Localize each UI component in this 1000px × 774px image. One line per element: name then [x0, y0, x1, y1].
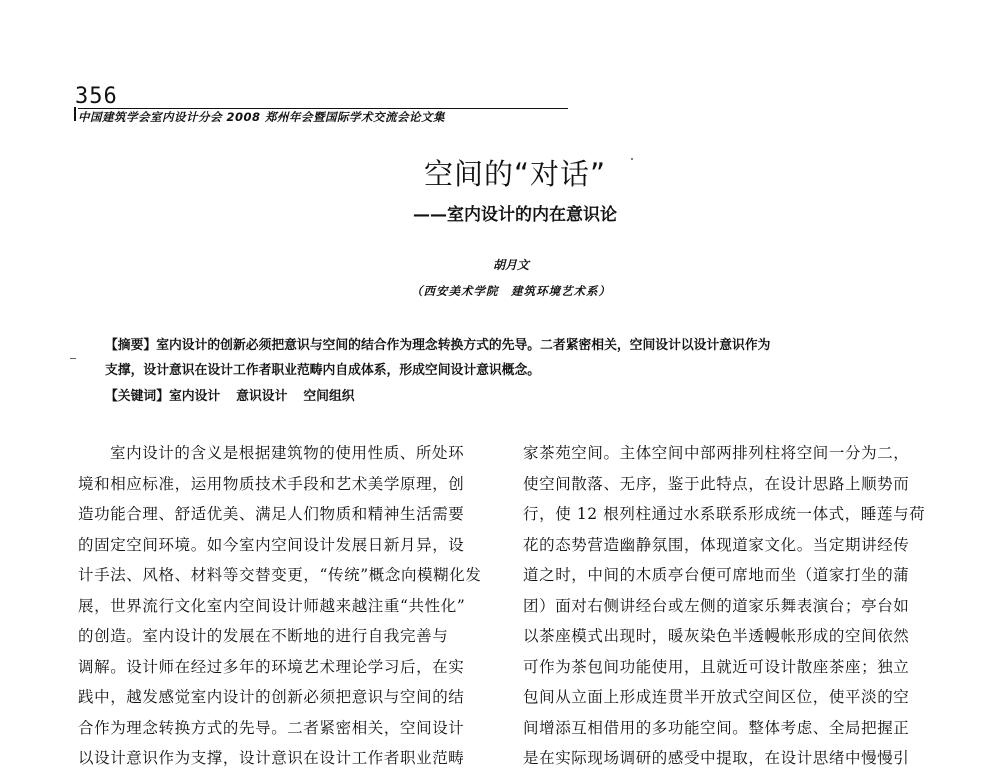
- body-line: 室内设计的含义是根据建筑物的使用性质、所处环: [110, 444, 465, 462]
- running-head-text: 中国建筑学会室内设计分会 2008 郑州年会暨国际学术交流会论文集: [78, 110, 446, 124]
- body-column-left: [78, 438, 490, 774]
- body-line: 境和相应标准，运用物质技术手段和艺术美学原理，创: [78, 474, 465, 493]
- keywords-label: 【关键词】: [105, 389, 169, 404]
- body-line: 可作为茶包间功能使用，且就近可设计散座茶座；独立: [523, 657, 910, 676]
- keywords: [105, 385, 371, 404]
- body-line: 使空间散落、无序，鉴于此特点，在设计思路上顺势而: [523, 474, 910, 493]
- body-line: 展，世界流行文化室内空间设计师越来越注重“共性化”: [78, 596, 466, 615]
- body-line: 的固定空间环境。如今室内空间设计发展日新月异，设: [78, 535, 465, 554]
- abstract-text-1: 室内设计的创新必须把意识与空间的结合作为理念转换方式的先导。二者紧密相关，空间设计以设计意识作为: [156, 338, 771, 353]
- body-line: 以茶座模式出现时，暖灰染色半透幔帐形成的空间依然: [523, 627, 910, 645]
- abstract: [105, 333, 910, 383]
- running-head: [78, 108, 568, 125]
- article-subtitle: ——室内设计的内在意识论: [413, 205, 617, 225]
- body-line: 计手法、风格、材料等交替变更，“传统”概念向模糊化发: [78, 566, 482, 584]
- abstract-line-1: [105, 333, 910, 358]
- body-line: 践中，越发感觉室内设计的创新必须把意识与空间的结: [78, 688, 465, 706]
- keyword: 意识设计: [236, 389, 288, 404]
- author-name: 胡月文: [492, 258, 529, 272]
- author-affiliation: （西安美术学院 建筑环境艺术系）: [411, 284, 611, 298]
- body-line: 间增添互相借用的多功能空间。整体考虑、全局把握正: [523, 718, 910, 737]
- body-line: 团）面对右侧讲经台或左侧的道家乐舞表演台；亭台如: [523, 596, 910, 615]
- body-line: 的创造。室内设计的发展在不断地的进行自我完善与: [78, 627, 449, 645]
- body-line: 家茶苑空间。主体空间中部两排列柱将空间一分为二，: [523, 444, 910, 462]
- body-line: 合作为理念转换方式的先导。二者紧密相关，空间设计: [78, 718, 465, 737]
- page-number: 356: [75, 84, 118, 109]
- body-line: 造功能合理、舒适优美、满足人们物质和精神生活需要: [78, 505, 465, 523]
- margin-mark: [70, 358, 76, 359]
- keyword: 空间组织: [303, 389, 355, 404]
- article-title: 空间的“对话”: [423, 157, 607, 191]
- body-line: 包间从立面上形成连贯半开放式空间区位，使平淡的空: [523, 688, 910, 706]
- body-line: 是在实际现场调研的感受中提取，在设计思绪中慢慢引: [523, 749, 910, 767]
- abstract-label: 【摘要】: [105, 338, 157, 353]
- body-line: 行，使 12 根列柱通过水系联系形成统一体式，睡莲与荷: [523, 505, 926, 523]
- body-column-right: [523, 438, 935, 774]
- body-line: 道之时，中间的木质亭台便可席地而坐（道家打坐的蒲: [523, 566, 910, 584]
- abstract-line-2: 支撑，设计意识在设计工作者职业范畴内自成体系，形成空间设计意识概念。: [105, 363, 541, 378]
- body-line: 调解。设计师在经过多年的环境艺术理论学习后，在实: [78, 657, 465, 676]
- body-line: 花的态势营造幽静氛围，体现道家文化。当定期讲经传: [523, 535, 910, 554]
- running-head-tick: [74, 107, 76, 121]
- keyword: 室内设计: [168, 389, 221, 404]
- body-line: 以设计意识作为支撑，设计意识在设计工作者职业范畴: [78, 749, 465, 767]
